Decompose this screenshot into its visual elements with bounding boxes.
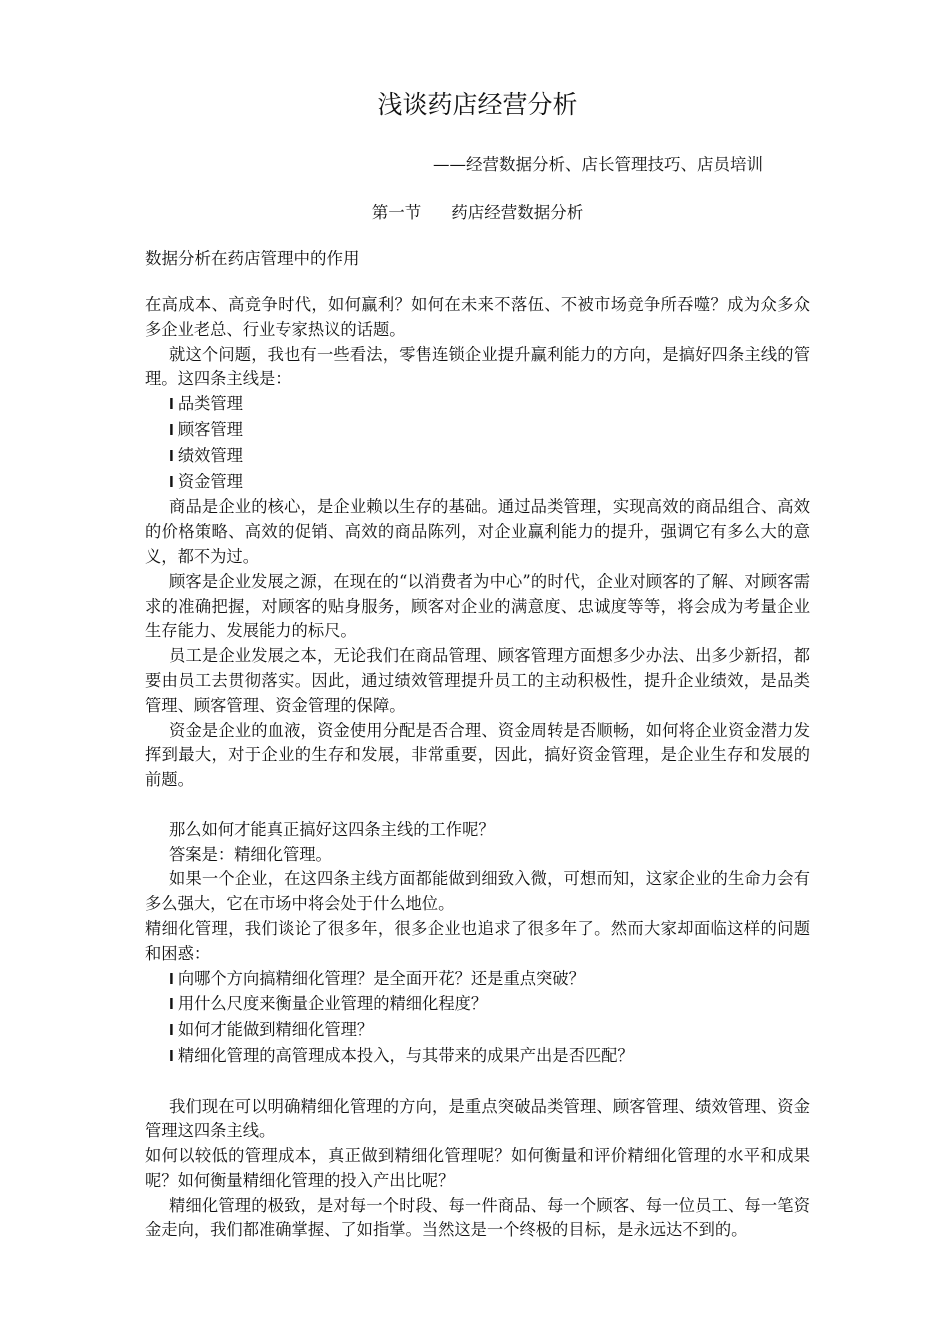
paragraph: 如何以较低的管理成本，真正做到精细化管理呢？如何衡量和评价精细化管理的水平和成果呢？如何衡量精细化管理的投入产出比呢？ (145, 1146, 810, 1190)
bullet-mark: l (169, 422, 174, 439)
document-title: 浅谈药店经营分析 (377, 90, 578, 119)
list-item: l 用什么尺度来衡量企业管理的精细化程度？ (169, 994, 488, 1014)
bullet-mark: l (169, 971, 174, 988)
blank-line (145, 793, 810, 818)
paragraph: 答案是：精细化管理。 (169, 844, 332, 864)
list-item: l 绩效管理 (169, 445, 243, 465)
bullet-mark: l (169, 448, 174, 465)
paragraph: 资金是企业的血液，资金使用分配是否合理、资金周转是否顺畅，如何将企业资金潜力发挥到最大，对于企业的生存和发展，非常重要，因此，搞好资金管理，是企业生存和发展的前题。 (145, 720, 810, 790)
bullet-mark: l (169, 997, 174, 1014)
subheading: 数据分析在药店管理中的作用 (145, 249, 360, 268)
list-item: l 品类管理 (169, 394, 243, 414)
paragraph: 在高成本、高竞争时代，如何赢利？如何在未来不落伍、不被市场竞争所吞噬？成为众多众多企业老总、行业专家热议的话题。 (145, 295, 810, 339)
section-label: 第一节 (371, 203, 422, 222)
list-item: l 顾客管理 (169, 419, 243, 439)
section-name: 药店经营数据分析 (451, 203, 584, 222)
paragraph: 如果一个企业，在这四条主线方面都能做到细致入微，可想而知，这家企业的生命力会有多么强大，它在市场中将会处于什么地位。 (145, 869, 810, 914)
list-item: l 资金管理 (169, 471, 243, 491)
paragraph: 顾客是企业发展之源，在现在的“以消费者为中心”的时代，企业对顾客的了解、对顾客需求的准确把握，对顾客的贴身服务，顾客对企业的满意度、忠诚度等等，将会成为考量企业生存能力、发展能力的标尺。 (145, 571, 810, 641)
paragraph: 就这个问题，我也有一些看法，零售连锁企业提升赢利能力的方向，是搞好四条主线的管理。这四条主线是： (145, 344, 810, 389)
bullet-mark: l (169, 397, 174, 414)
document-body (145, 293, 810, 1243)
paragraph: 我们现在可以明确精细化管理的方向，是重点突破品类管理、顾客管理、绩效管理、资金管理这四条主线。 (145, 1096, 810, 1141)
paragraph: 商品是企业的核心，是企业赖以生存的基础。通过品类管理，实现高效的商品组合、高效的价格策略、高效的促销、高效的商品陈列，对企业赢利能力的提升，强调它有多么大的意义，都不为过。 (145, 497, 810, 566)
paragraph: 那么如何才能真正搞好这四条主线的工作呢？ (169, 819, 495, 839)
list-item: l 向哪个方向搞精细化管理？是全面开花？还是重点突破？ (169, 968, 585, 988)
paragraph: 员工是企业发展之本，无论我们在商品管理、顾客管理方面想多少办法、出多少新招，都要由员工去贯彻落实。因此，通过绩效管理提升员工的主动积极性，提升企业绩效，是品类管理、顾客管理、资金管理的保障。 (145, 646, 810, 715)
blank-line (145, 1070, 810, 1095)
bullet-mark: l (169, 1023, 174, 1040)
paragraph: 精细化管理，我们谈论了很多年，很多企业也追求了很多年了。然而大家却面临这样的问题和困惑： (145, 918, 810, 963)
section-heading (145, 201, 810, 225)
document-subtitle: ——经营数据分析、店长管理技巧、店员培训 (433, 155, 763, 174)
bullet-mark: l (169, 1048, 174, 1065)
paragraph: 精细化管理的极致，是对每一个时段、每一件商品、每一个顾客、每一位员工、每一笔资金走向，我们都准确掌握、了如指掌。当然这是一个终极的目标，是永远达不到的。 (145, 1195, 810, 1240)
list-item: l 精细化管理的高管理成本投入，与其带来的成果产出是否匹配？ (169, 1045, 634, 1065)
bullet-mark: l (169, 474, 174, 491)
list-item: l 如何才能做到精细化管理？ (169, 1020, 374, 1040)
